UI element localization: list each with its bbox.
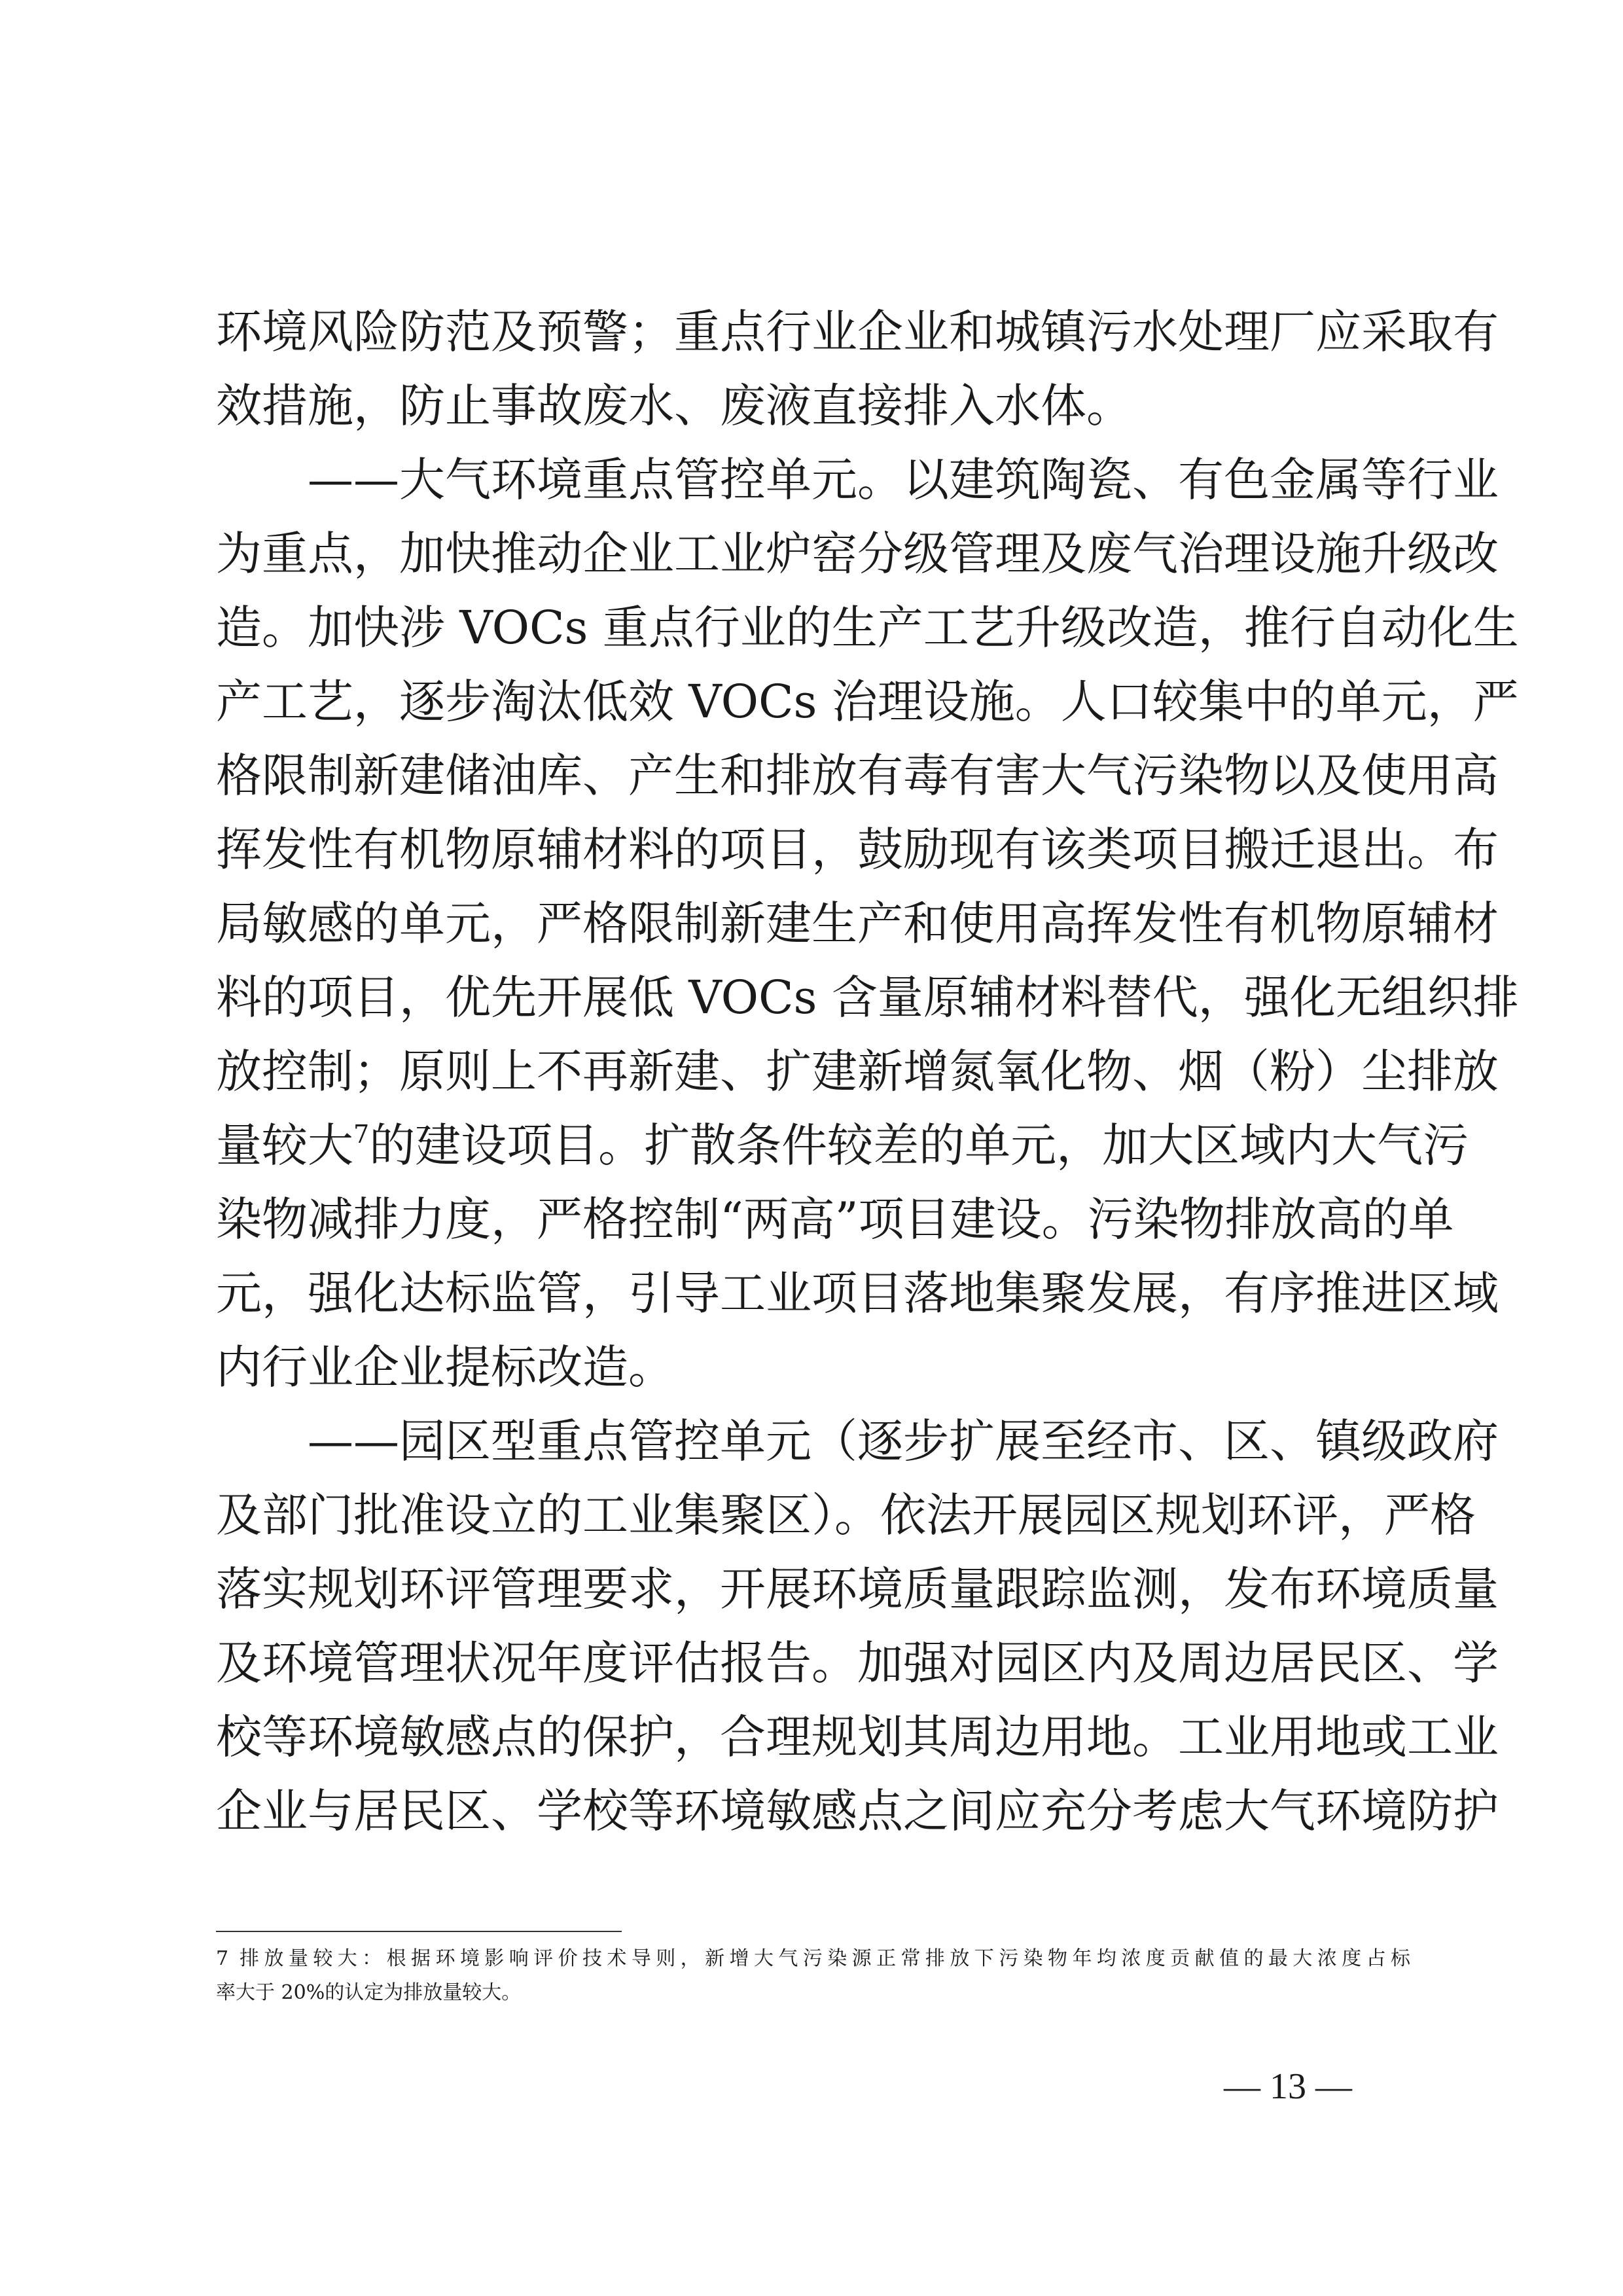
footnote-line-2: 率大于 20%的认定为排放量较大。 [216,1981,522,2004]
footnote-reference[interactable]: 7 [353,1120,370,1149]
body-line-12-rest: 的建设项目。扩散条件较差的单元，加大区域内大气污 [369,1119,1469,1172]
body-line-2: 效措施，防止事故废水、废液直接排入水体。 [216,379,1132,433]
paragraph-park-heading: ——园区型重点管控单元（逐步扩展至经市、区、镇级政府 [308,1414,1499,1468]
body-line-12-prefix: 量较大 [216,1119,353,1172]
body-line-20: 校等环境敏感点的保护，合理规划其周边用地。工业用地或工业 [216,1710,1499,1764]
body-line-12 [216,1119,1469,1172]
body-line-13: 染物减排力度，严格控制“两高”项目建设。污染物排放高的单 [216,1193,1454,1246]
footnote-separator [216,1931,622,1932]
footnote-line-1: 7 排放量较大：根据环境影响评价技术导则，新增大气污染源正常排放下污染物年均浓度贡献值的最大浓度占标 [216,1947,1410,1970]
body-line-14: 元，强化达标监管，引导工业项目落地集聚发展，有序推进区域 [216,1266,1499,1320]
body-line-10: 料的项目，优先开展低 VOCs 含量原辅材料替代，强化无组织排 [216,971,1519,1024]
paragraph-air-env-heading: ——大气环境重点管控单元。以建筑陶瓷、有色金属等行业 [308,453,1499,507]
body-line-17: 及部门批准设立的工业集聚区）。依法开展园区规划环评，严格 [216,1488,1476,1542]
body-line-8: 挥发性有机物原辅材料的项目，鼓励现有该类项目搬迁退出。布 [216,823,1499,876]
body-line-1: 环境风险防范及预警；重点行业企业和城镇污水处理厂应采取有 [216,305,1499,359]
body-line-15: 内行业企业提标改造。 [216,1340,674,1394]
body-line-5: 造。加快涉 VOCs 重点行业的生产工艺升级改造，推行自动化生 [216,601,1519,655]
body-line-18: 落实规划环评管理要求，开展环境质量跟踪监测，发布环境质量 [216,1562,1499,1616]
page-number: — 13 — [1224,2066,1352,2107]
body-line-7: 格限制新建储油库、产生和排放有毒有害大气污染物以及使用高 [216,749,1499,802]
body-line-19: 及环境管理状况年度评估报告。加强对园区内及周边居民区、学 [216,1636,1499,1690]
body-line-11: 放控制；原则上不再新建、扩建新增氮氧化物、烟（粉）尘排放 [216,1045,1499,1098]
body-line-21: 企业与居民区、学校等环境敏感点之间应充分考虑大气环境防护 [216,1784,1499,1838]
body-line-4: 为重点，加快推动企业工业炉窑分级管理及废气治理设施升级改 [216,527,1499,581]
body-line-6: 产工艺，逐步淘汰低效 VOCs 治理设施。人口较集中的单元，严 [216,675,1519,728]
body-line-9: 局敏感的单元，严格限制新建生产和使用高挥发性有机物原辅材 [216,897,1499,950]
